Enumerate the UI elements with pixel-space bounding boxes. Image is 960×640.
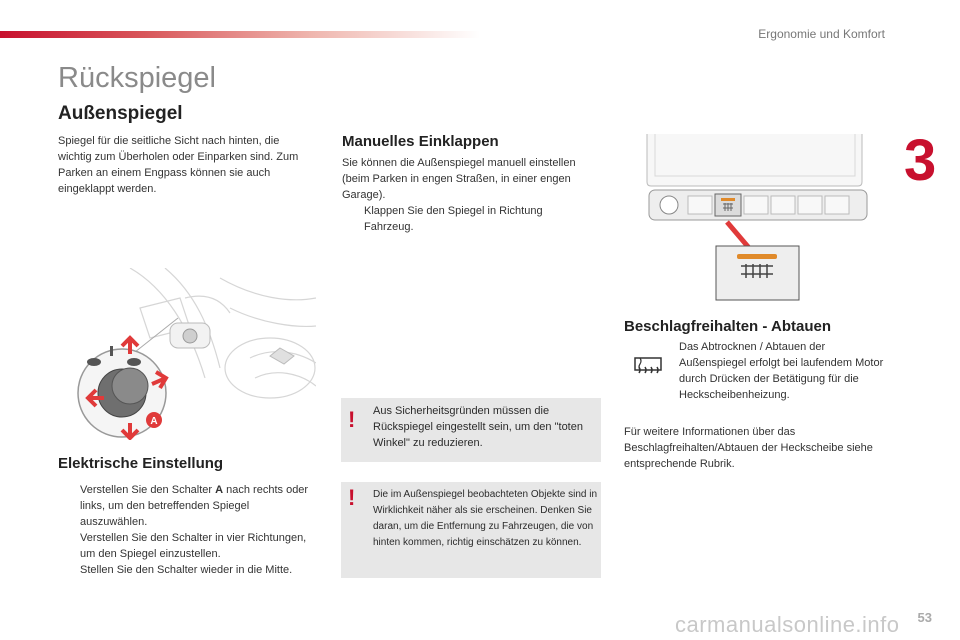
warning-text: Die im Außenspiegel beobachteten Objekte sind in Wirklichkeit näher als sie erscheinen. Denken Sie daran, um die Entfernung zu Fahrzeugen, die von hinten kommen, richtig einschätzen zu können. <box>373 489 598 548</box>
bullet-text: Stellen Sie den Schalter wieder in die Mitte. <box>80 564 293 576</box>
electric-list <box>58 482 314 578</box>
intro-paragraph: Spiegel für die seitliche Sicht nach hinten, die wichtig zum Überholen oder Einparken sind. Zum Parken an einem Engpass können sie auch eingeklappt werden. <box>58 135 299 195</box>
section-header: Ergonomie und Komfort <box>758 27 885 41</box>
manual-fold-paragraph: Sie können die Außenspiegel manuell einstellen (beim Parken in engen Straßen, in einer engen Garage). <box>342 157 576 201</box>
warning-icon: ! <box>348 485 356 510</box>
bullet-icon <box>342 203 364 235</box>
bullet-text: nach rechts oder links, um den betreffenden Spiegel auszuwählen. <box>80 484 309 528</box>
warning-icon: ! <box>348 407 356 432</box>
manual-fold-text <box>342 155 592 235</box>
list-item <box>342 203 592 235</box>
electric-heading: Elektrische Einstellung <box>58 455 224 472</box>
warning-box <box>341 398 601 462</box>
page-number: 53 <box>917 610 932 625</box>
warning-text: Aus Sicherheitsgründen müssen die Rückspiegel eingestellt sein, um den "toten Winkel" zu reduzieren. <box>373 405 583 449</box>
header-accent-bar <box>0 31 480 38</box>
bullet-icon <box>58 562 80 578</box>
dashboard-panel-illustration <box>643 134 873 304</box>
mirror-control-illustration <box>70 268 316 440</box>
watermark-text: carmanualsonline.info <box>675 612 900 637</box>
defog-text: Das Abtrocknen / Abtauen der Außenspiegel erfolgt bei laufendem Motor durch Drücken der Betätigung für die Heckscheibenheizung. <box>679 341 884 401</box>
page-title: Rückspiegel <box>58 62 216 94</box>
defog-heading: Beschlagfreihalten - Abtauen <box>624 318 831 335</box>
bullet-text-bold: A <box>215 484 224 496</box>
warning-box <box>341 482 601 578</box>
more-info-text: Für weitere Informationen über das Beschlagfreihalten/Abtauen der Heckscheibe siehe entsprechende Rubrik. <box>624 426 873 470</box>
bullet-icon <box>58 482 80 530</box>
sub-heading: Außenspiegel <box>58 103 183 124</box>
chapter-number: 3 <box>904 128 937 193</box>
list-item <box>58 530 314 562</box>
list-item <box>58 562 314 578</box>
list-item <box>58 482 314 530</box>
bullet-text: Verstellen Sie den Schalter in vier Richtungen, um den Spiegel einzustellen. <box>80 532 307 560</box>
switch-label-a: A <box>150 416 158 427</box>
manual-fold-heading: Manuelles Einklappen <box>342 133 499 150</box>
bullet-text: Klappen Sie den Spiegel in Richtung Fahrzeug. <box>364 205 543 233</box>
rear-defrost-icon <box>633 355 663 377</box>
bullet-text: Verstellen Sie den Schalter <box>80 484 216 496</box>
bullet-icon <box>58 530 80 562</box>
